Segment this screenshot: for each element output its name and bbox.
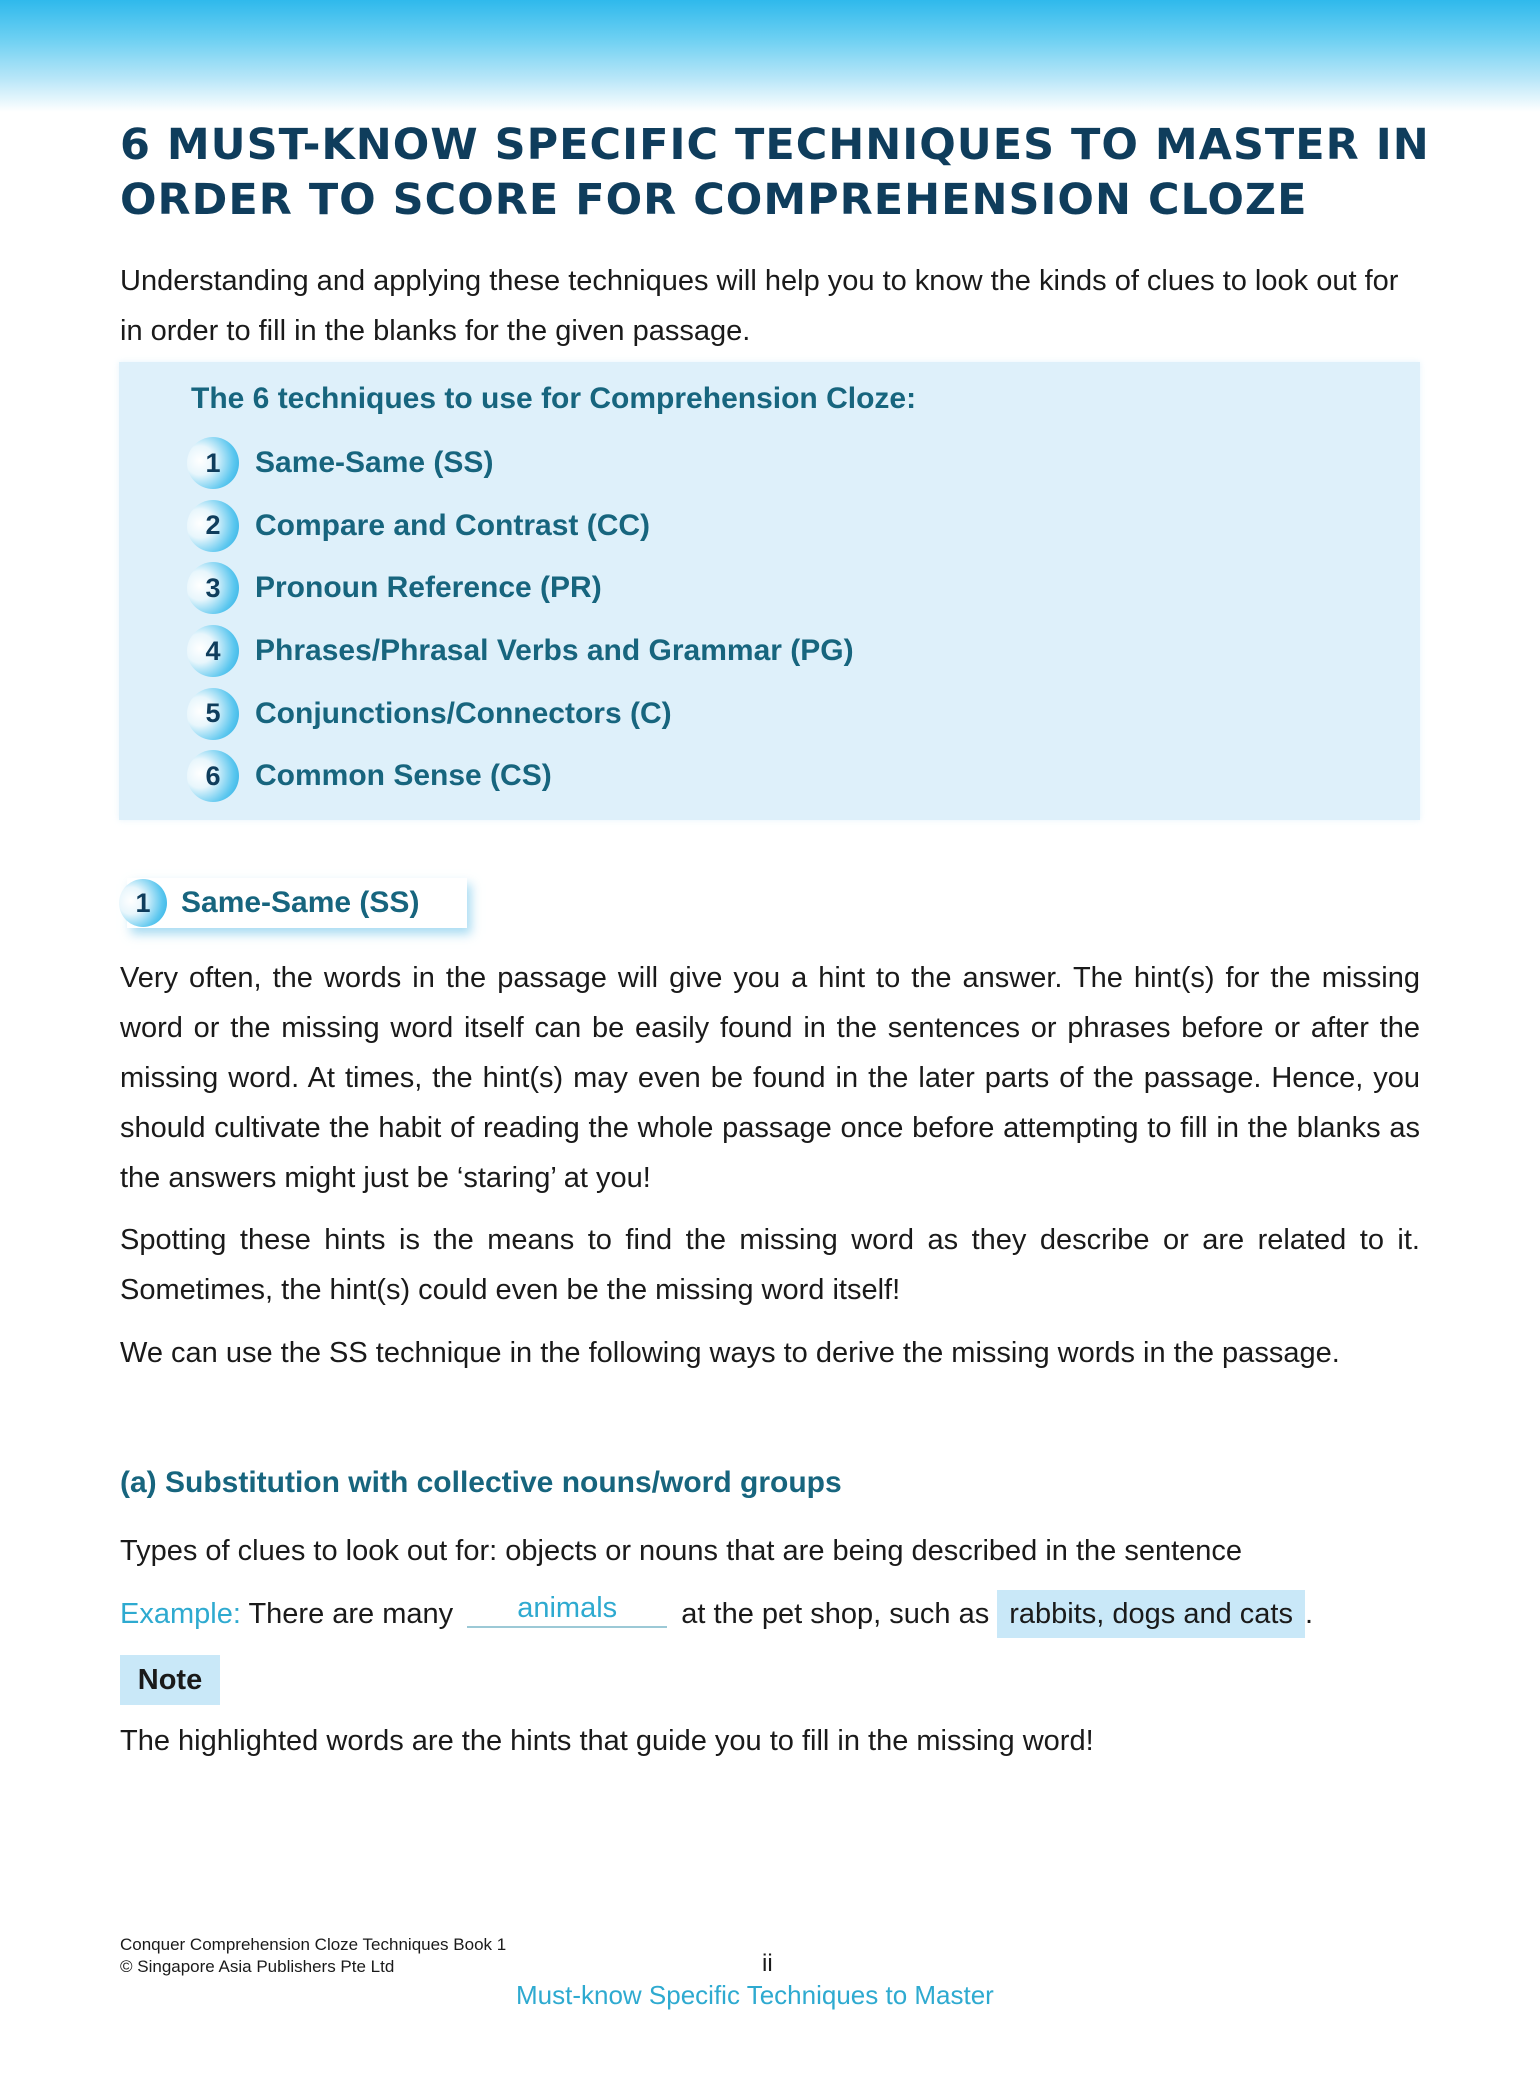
body-paragraph-3: We can use the SS technique in the following ways to derive the missing words in the passage.: [120, 1337, 1340, 1369]
subsection-heading: (a) Substitution with collective nouns/word groups: [120, 1466, 842, 1499]
techniques-list: [187, 432, 854, 808]
body-paragraph-2: Spotting these hints is the means to find the missing word as they describe or are related to it. Sometimes, the hint(s) could even be the missing word itself!: [120, 1224, 1420, 1306]
example-text-end: .: [1305, 1598, 1314, 1630]
example-label: Example:: [120, 1598, 241, 1630]
number-badge-icon: 4: [187, 625, 239, 677]
technique-item-ss: [187, 432, 854, 495]
body-paragraph-1: Very often, the words in the passage will give you a hint to the answer. The hint(s) for the missing word or the missing word itself can be easily found in the sentences or phrases before or after the missing word. At times, the hint(s) may even be found in the later parts of the passage. Hence, you should cultivate the habit of reading the whole passage once before attempting to fill in the blanks as the answers might just be ‘staring’ at you!: [120, 962, 1420, 1194]
number-badge-icon: 1: [187, 437, 239, 489]
answer-blank: animals: [467, 1590, 667, 1628]
example-text-before: There are many: [248, 1598, 454, 1630]
technique-label: Pronoun Reference (PR): [255, 571, 602, 605]
section-heading-same-same: [127, 878, 467, 928]
technique-item-pg: [187, 620, 854, 683]
technique-item-c: [187, 682, 854, 745]
techniques-box: [119, 362, 1420, 820]
footer-section-name: Must-know Specific Techniques to Master: [516, 1980, 994, 2010]
technique-label: Common Sense (CS): [255, 759, 552, 793]
example-text-middle: at the pet shop, such as: [681, 1598, 990, 1630]
technique-item-pr: [187, 557, 854, 620]
technique-label: Same-Same (SS): [255, 446, 494, 480]
footer-book-title: Conquer Comprehension Cloze Techniques Book 1: [120, 1935, 507, 1954]
technique-label: Compare and Contrast (CC): [255, 508, 651, 542]
number-badge-icon: 1: [119, 879, 167, 927]
technique-label: Phrases/Phrasal Verbs and Grammar (PG): [255, 634, 854, 668]
header-gradient-band: [0, 0, 1540, 112]
example-sentence: [120, 1590, 1313, 1638]
section-heading-label: Same-Same (SS): [181, 886, 420, 919]
hint-highlight: rabbits, dogs and cats: [997, 1590, 1305, 1638]
technique-label: Conjunctions/Connectors (C): [255, 696, 672, 730]
technique-item-cs: [187, 745, 854, 808]
techniques-box-title: The 6 techniques to use for Comprehension Cloze:: [191, 382, 917, 415]
page-title: 6 MUST-KNOW SPECIFIC TECHNIQUES TO MASTER IN ORDER TO SCORE FOR COMPREHENSION CLOZE: [120, 120, 1430, 225]
number-badge-icon: 5: [187, 688, 239, 740]
note-text: The highlighted words are the hints that guide you to fill in the missing word!: [120, 1725, 1094, 1757]
page-number: ii: [762, 1950, 773, 1977]
intro-paragraph: Understanding and applying these techniques will help you to know the kinds of clues to look out for in order to fill in the blanks for the given passage.: [120, 265, 1399, 347]
number-badge-icon: 2: [187, 500, 239, 552]
clue-types-text: Types of clues to look out for: objects or nouns that are being described in the sentence: [120, 1535, 1243, 1567]
note-label: Note: [120, 1655, 220, 1705]
footer-copyright: © Singapore Asia Publishers Pte Ltd: [120, 1957, 395, 1976]
number-badge-icon: 3: [187, 562, 239, 614]
footer-credits: [120, 1934, 506, 1978]
number-badge-icon: 6: [187, 750, 239, 802]
technique-item-cc: [187, 495, 854, 558]
